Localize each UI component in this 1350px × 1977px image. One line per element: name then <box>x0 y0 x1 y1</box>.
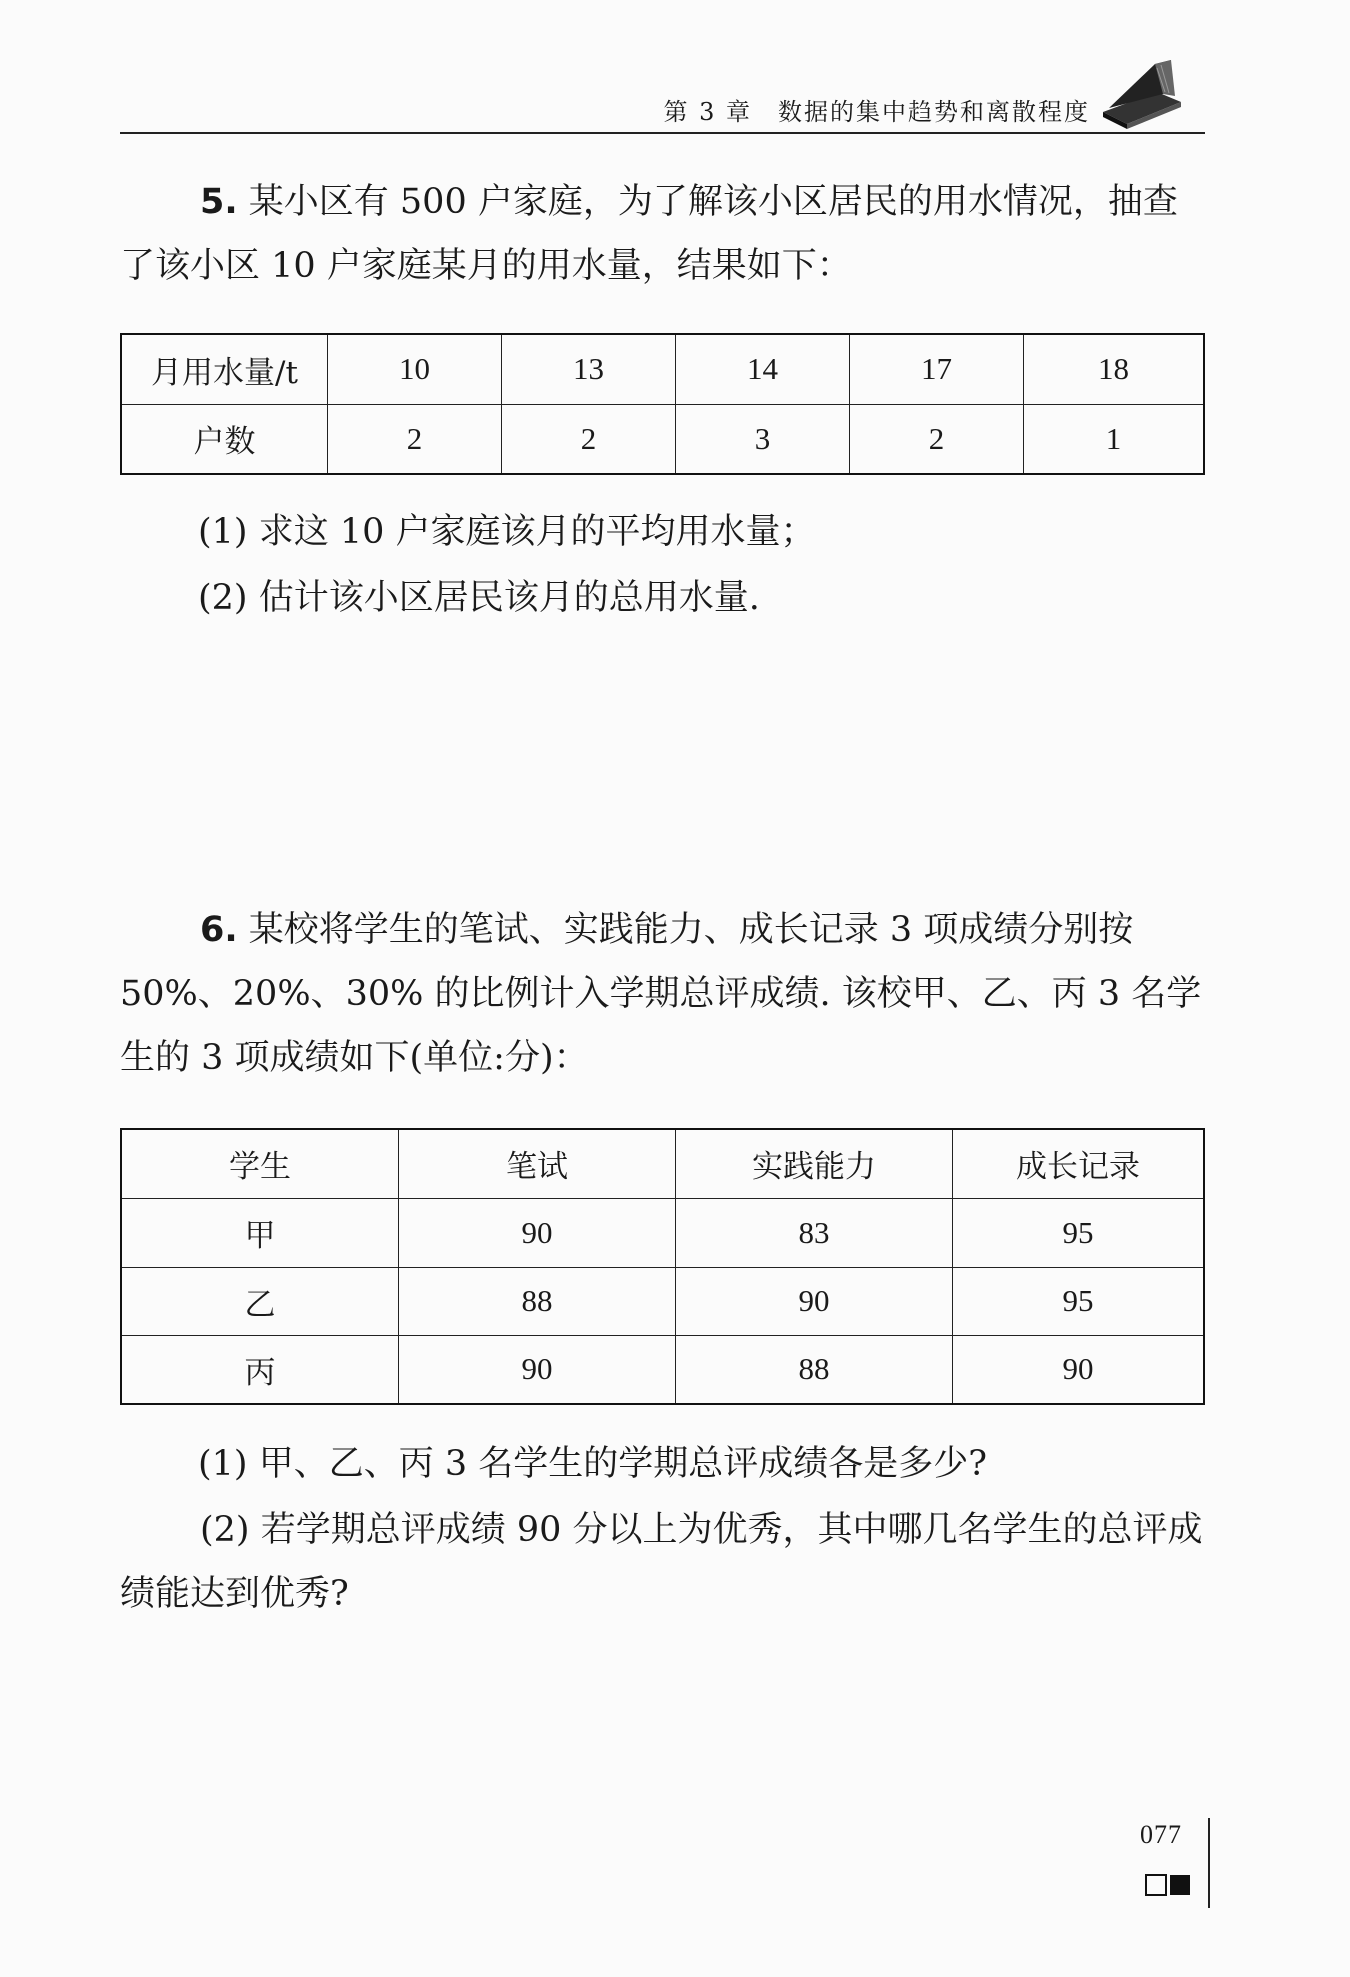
table-cell: 14 <box>676 334 850 404</box>
page-number: 077 <box>1140 1820 1182 1849</box>
table-cell: 2 <box>502 404 676 474</box>
table-cell: 18 <box>1024 334 1205 404</box>
table-cell: 2 <box>328 404 502 474</box>
running-header <box>120 52 1205 134</box>
table-cell: 90 <box>953 1335 1205 1404</box>
table-cell: 83 <box>676 1198 953 1267</box>
question-5-part-2: (2) 估计该小区居民该月的总用水量. <box>198 578 760 618</box>
table-cell: 2 <box>850 404 1024 474</box>
table-cell: 学生 <box>121 1129 399 1198</box>
question-5-text <box>120 170 1205 298</box>
table-cell: 实践能力 <box>676 1129 953 1198</box>
question-6-part-1: (1) 甲、乙、丙 3 名学生的学期总评成绩各是多少? <box>198 1444 987 1484</box>
table-cell: 90 <box>676 1267 953 1335</box>
table-cell: 乙 <box>121 1267 399 1335</box>
page-side-rule <box>1208 1818 1210 1908</box>
question-5-body: 某小区有 500 户家庭，为了解该小区居民的用水情况，抽查了该小区 10 户家庭某月的用水量，结果如下： <box>120 182 1178 286</box>
chapter-title: 第 3 章 数据的集中趋势和离散程度 <box>663 98 1090 126</box>
question-6-body: 某校将学生的笔试、实践能力、成长记录 3 项成绩分别按 50%、20%、30% 的比例计入学期总评成绩. 该校甲、乙、丙 3 名学生的 3 项成绩如下(单位:分)： <box>120 910 1202 1078</box>
table-cell: 3 <box>676 404 850 474</box>
table-row <box>121 334 1204 404</box>
table-cell: 成长记录 <box>953 1129 1205 1198</box>
table-cell: 丙 <box>121 1335 399 1404</box>
table-cell: 13 <box>502 334 676 404</box>
question-6-text <box>120 898 1205 1090</box>
student-scores-table <box>120 1128 1205 1405</box>
table-row <box>121 1198 1204 1267</box>
table-cell: 88 <box>676 1335 953 1404</box>
table-cell: 10 <box>328 334 502 404</box>
table-cell: 17 <box>850 334 1024 404</box>
table-cell: 户数 <box>121 404 328 474</box>
table-cell: 88 <box>399 1267 676 1335</box>
table-cell: 95 <box>953 1267 1205 1335</box>
table-row <box>121 1335 1204 1404</box>
book-icon <box>1097 52 1185 130</box>
table-cell: 1 <box>1024 404 1205 474</box>
table-cell: 90 <box>399 1198 676 1267</box>
question-5-number: 5. <box>200 182 238 222</box>
table-row <box>121 1267 1204 1335</box>
page-mark-icon <box>1144 1872 1194 1898</box>
table-cell: 笔试 <box>399 1129 676 1198</box>
question-6-number: 6. <box>200 910 238 950</box>
water-usage-table <box>120 333 1205 475</box>
table-cell: 90 <box>399 1335 676 1404</box>
table-cell: 甲 <box>121 1198 399 1267</box>
question-5-part-1: (1) 求这 10 户家庭该月的平均用水量； <box>198 512 816 552</box>
table-cell: 95 <box>953 1198 1205 1267</box>
table-cell: 月用水量/t <box>121 334 328 404</box>
table-row <box>121 1129 1204 1198</box>
question-6-part-2: (2) 若学期总评成绩 90 分以上为优秀，其中哪几名学生的总评成绩能达到优秀? <box>120 1510 1203 1614</box>
table-row <box>121 404 1204 474</box>
